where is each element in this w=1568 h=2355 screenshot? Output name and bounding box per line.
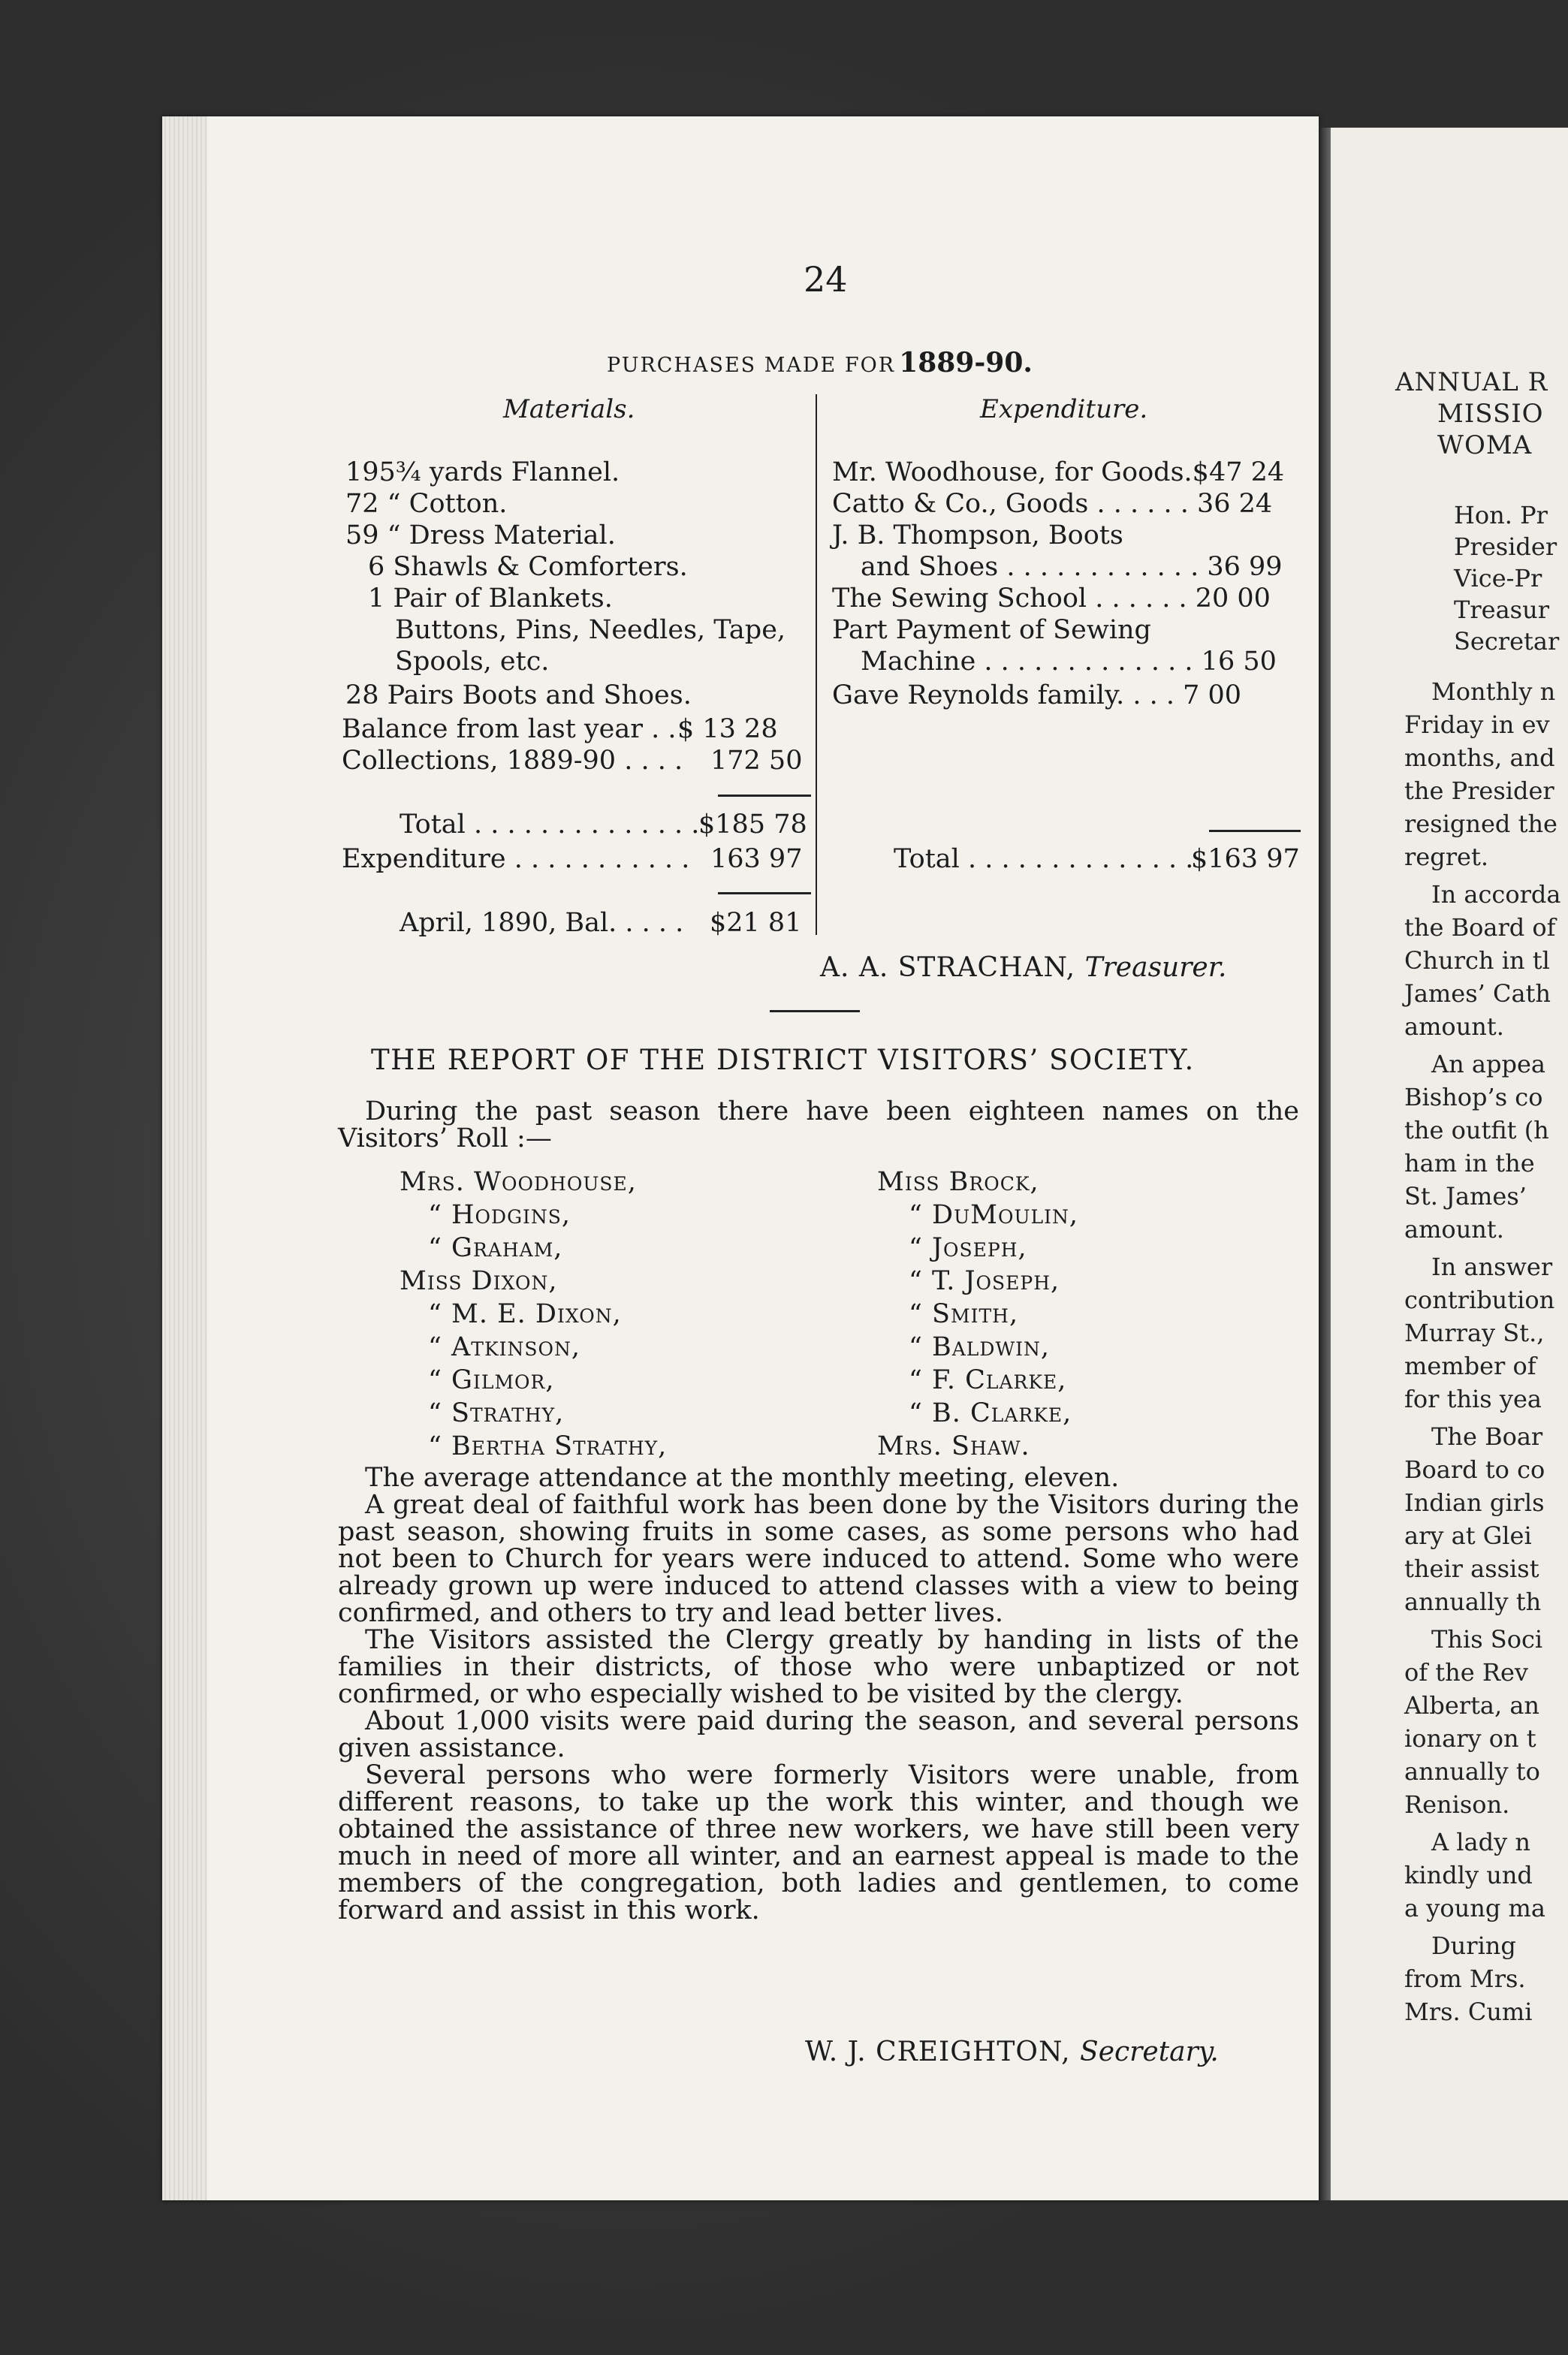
expenditure-line: Catto & Co., Goods . . . . . . 36 24 — [832, 489, 1273, 519]
visitor-name: “ F. Clarke, — [909, 1365, 1067, 1395]
secretary-name: W. J. CREIGHTON, — [805, 2037, 1071, 2067]
right-page-line: A lady n — [1431, 1828, 1530, 1856]
visitor-name: “ Bertha Strathy, — [428, 1431, 668, 1461]
secretary-signature — [805, 2037, 1219, 2067]
visitor-name: “ T. Joseph, — [909, 1266, 1060, 1296]
right-page-line: from Mrs. — [1404, 1965, 1526, 1993]
right-page-line: of the Rev — [1404, 1658, 1528, 1687]
materials-expenditure-value: 163 97 — [710, 844, 803, 874]
right-page-officer: Hon. Pr — [1454, 501, 1548, 529]
visitor-name: Mrs. Shaw. — [877, 1431, 1030, 1461]
right-page-line: for this yea — [1404, 1385, 1542, 1413]
right-page-officer: Treasur — [1454, 596, 1549, 624]
right-page-line: Monthly n — [1431, 677, 1556, 706]
visitor-name: “ Baldwin, — [909, 1332, 1051, 1362]
visitor-name: “ M. E. Dixon, — [428, 1299, 622, 1329]
treasurer-name: A. A. STRACHAN, — [820, 952, 1076, 983]
expenditure-total-value: $163 97 — [1191, 844, 1300, 874]
visitor-name: “ Strathy, — [428, 1398, 565, 1428]
visitor-name: “ DuMoulin, — [909, 1200, 1079, 1230]
report-body — [338, 1464, 1299, 1924]
right-page-line: amount. — [1404, 1012, 1504, 1041]
material-item: 72 “ Cotton. — [345, 489, 508, 519]
right-page-header-line: ANNUAL R — [1395, 367, 1548, 397]
visitor-name: “ Graham, — [428, 1233, 563, 1263]
page-number: 24 — [804, 259, 848, 300]
right-page-officer: Secretar — [1454, 627, 1560, 656]
expenditure-line: Part Payment of Sewing — [832, 615, 1151, 645]
right-page-header-line: WOMA — [1437, 430, 1533, 460]
visitor-name: Mrs. Woodhouse, — [400, 1167, 637, 1197]
expenditure-total-rule — [1209, 830, 1301, 832]
right-page-line: amount. — [1404, 1215, 1504, 1244]
right-page-line: their assist — [1404, 1554, 1539, 1583]
expenditure-line: The Sewing School . . . . . . 20 00 — [832, 583, 1271, 614]
right-page-line: kindly und — [1404, 1861, 1533, 1889]
right-page-line: a young ma — [1404, 1894, 1545, 1922]
materials-expenditure-label: Expenditure . . . . . . . . . . . — [342, 844, 690, 874]
right-page-line: Mrs. Cumi — [1404, 1998, 1533, 2026]
right-page-officer: Presider — [1454, 532, 1557, 561]
balance-value: $ 13 28 — [677, 714, 778, 744]
expenditure-line: Mr. Woodhouse, for Goods.$47 24 — [832, 457, 1285, 487]
right-page-line: During — [1431, 1931, 1516, 1960]
right-page-officer: Vice-Pr — [1454, 564, 1542, 593]
visits-paragraph: About 1,000 visits were paid during the season, and several persons given assistance. — [338, 1706, 1299, 1763]
right-page-line: Bishop’s co — [1404, 1083, 1543, 1111]
right-page-line: Church in tl — [1404, 946, 1550, 975]
right-page-line: Murray St., — [1404, 1319, 1545, 1347]
expenditure-line: J. B. Thompson, Boots — [832, 520, 1123, 550]
right-page-line: Renison. — [1404, 1790, 1510, 1819]
purchases-heading — [607, 347, 1033, 378]
materials-heading: Materials. — [503, 394, 635, 424]
right-page-line: months, and — [1404, 743, 1555, 772]
visitor-name: “ Joseph, — [909, 1233, 1027, 1263]
april-balance-value: $21 81 — [710, 908, 802, 938]
right-page-line: the Board of — [1404, 913, 1556, 942]
intro-paragraph — [338, 1098, 1299, 1152]
right-page-line: the outfit (h — [1404, 1116, 1549, 1144]
materials-total-label: Total . . . . . . . . . . . . . . — [400, 810, 700, 840]
visitor-name: Miss Dixon, — [400, 1266, 558, 1296]
right-page-line: The Boar — [1431, 1422, 1543, 1451]
right-page-header-line: MISSIO — [1437, 399, 1544, 429]
material-item: 195¾ yards Flannel. — [345, 457, 620, 487]
right-page-line: An appea — [1431, 1050, 1545, 1078]
balance-rule — [718, 892, 811, 894]
column-divider — [816, 394, 817, 935]
expenditure-heading: Expenditure. — [980, 394, 1148, 424]
april-balance-label: April, 1890, Bal. . . . . — [400, 908, 684, 938]
right-page-line: resigned the — [1404, 810, 1557, 838]
right-page-line: Alberta, an — [1404, 1691, 1540, 1720]
collections-value: 172 50 — [710, 746, 803, 776]
right-page-line: Friday in ev — [1404, 710, 1550, 739]
clergy-paragraph: The Visitors assisted the Clergy greatly by handing in lists of the families in their districts, of those who were unbaptized or not confirmed, or who especially wished to be visited by the clergy. — [338, 1625, 1299, 1709]
right-page-line: In accorda — [1431, 880, 1561, 909]
right-page-line: member of — [1404, 1352, 1536, 1380]
right-page-line: ary at Glei — [1404, 1521, 1532, 1550]
right-page-line: annually to — [1404, 1757, 1540, 1786]
page-edges — [162, 116, 207, 2200]
right-page-line: ionary on t — [1404, 1724, 1536, 1753]
faithful-work-paragraph: A great deal of faithful work has been done by the Visitors during the past season, showing fruits in some cases, as some persons who had not been to Church for years were induced to attend. Some who were already grown up were induced to attend classes with a view to being confirmed, and others to try and lead better lives. — [338, 1490, 1299, 1628]
right-page-line: contribution — [1404, 1286, 1555, 1314]
right-page-line: annually th — [1404, 1588, 1542, 1616]
expenditure-line: Gave Reynolds family. . . . 7 00 — [832, 680, 1242, 710]
visitor-name: “ Hodgins, — [428, 1200, 571, 1230]
right-page-line: regret. — [1404, 843, 1488, 871]
expenditure-line: and Shoes . . . . . . . . . . . . 36 99 — [861, 552, 1283, 582]
visitor-name: “ Smith, — [909, 1299, 1019, 1329]
visitor-name: “ B. Clarke, — [909, 1398, 1072, 1428]
right-page-line: Indian girls — [1404, 1488, 1545, 1517]
material-item: Spools, etc. — [395, 647, 550, 677]
secretary-title: Secretary. — [1080, 2037, 1219, 2067]
material-item: 6 Shawls & Comforters. — [368, 552, 688, 582]
expenditure-line: Machine . . . . . . . . . . . . . 16 50 — [861, 647, 1277, 677]
purchases-heading-text: PURCHASES MADE FOR — [607, 354, 896, 377]
material-item: Buttons, Pins, Needles, Tape, — [395, 615, 786, 645]
materials-total-rule — [718, 795, 811, 797]
material-item: 59 “ Dress Material. — [345, 520, 616, 550]
expenditure-total-label: Total . . . . . . . . . . . . . . — [894, 844, 1194, 874]
material-item: 1 Pair of Blankets. — [368, 583, 613, 614]
balance-label: Balance from last year . . — [342, 714, 677, 744]
materials-total-value: $185 78 — [698, 810, 807, 840]
material-item: 28 Pairs Boots and Shoes. — [345, 680, 692, 710]
purchases-heading-year: 1889-90. — [899, 347, 1033, 378]
report-title: THE REPORT OF THE DISTRICT VISITORS’ SOCIETY. — [371, 1044, 1195, 1076]
intro-text: During the past season there have been eighteen names on the Visitors’ Roll :— — [338, 1096, 1299, 1153]
collections-label: Collections, 1889-90 . . . . — [342, 746, 683, 776]
visitor-name: “ Atkinson, — [428, 1332, 581, 1362]
right-page-line: Board to co — [1404, 1455, 1545, 1484]
visitor-name: “ Gilmor, — [428, 1365, 555, 1395]
right-page-line: St. James’ — [1404, 1182, 1527, 1211]
right-page-line: ham in the — [1404, 1149, 1535, 1178]
visitor-name: Miss Brock, — [877, 1167, 1039, 1197]
appeal-paragraph: Several persons who were formerly Visitors were unable, from different reasons, to take up the work this winter, and though we obtained the assistance of three new workers, we have still been very much in need of more all winter, and an earnest appeal is made to the members of the congregation, both ladies and gentlemen, to come forward and assist in this work. — [338, 1760, 1299, 1925]
right-page-line: James’ Cath — [1404, 979, 1551, 1008]
attendance-paragraph: The average attendance at the monthly meeting, eleven. — [365, 1463, 1120, 1493]
treasurer-title: Treasurer. — [1084, 952, 1227, 983]
section-divider — [770, 1010, 860, 1012]
right-page-line: In answer — [1431, 1253, 1553, 1281]
right-page-line: This Soci — [1431, 1625, 1543, 1654]
right-page-line: the Presider — [1404, 776, 1554, 805]
treasurer-signature — [820, 952, 1226, 983]
